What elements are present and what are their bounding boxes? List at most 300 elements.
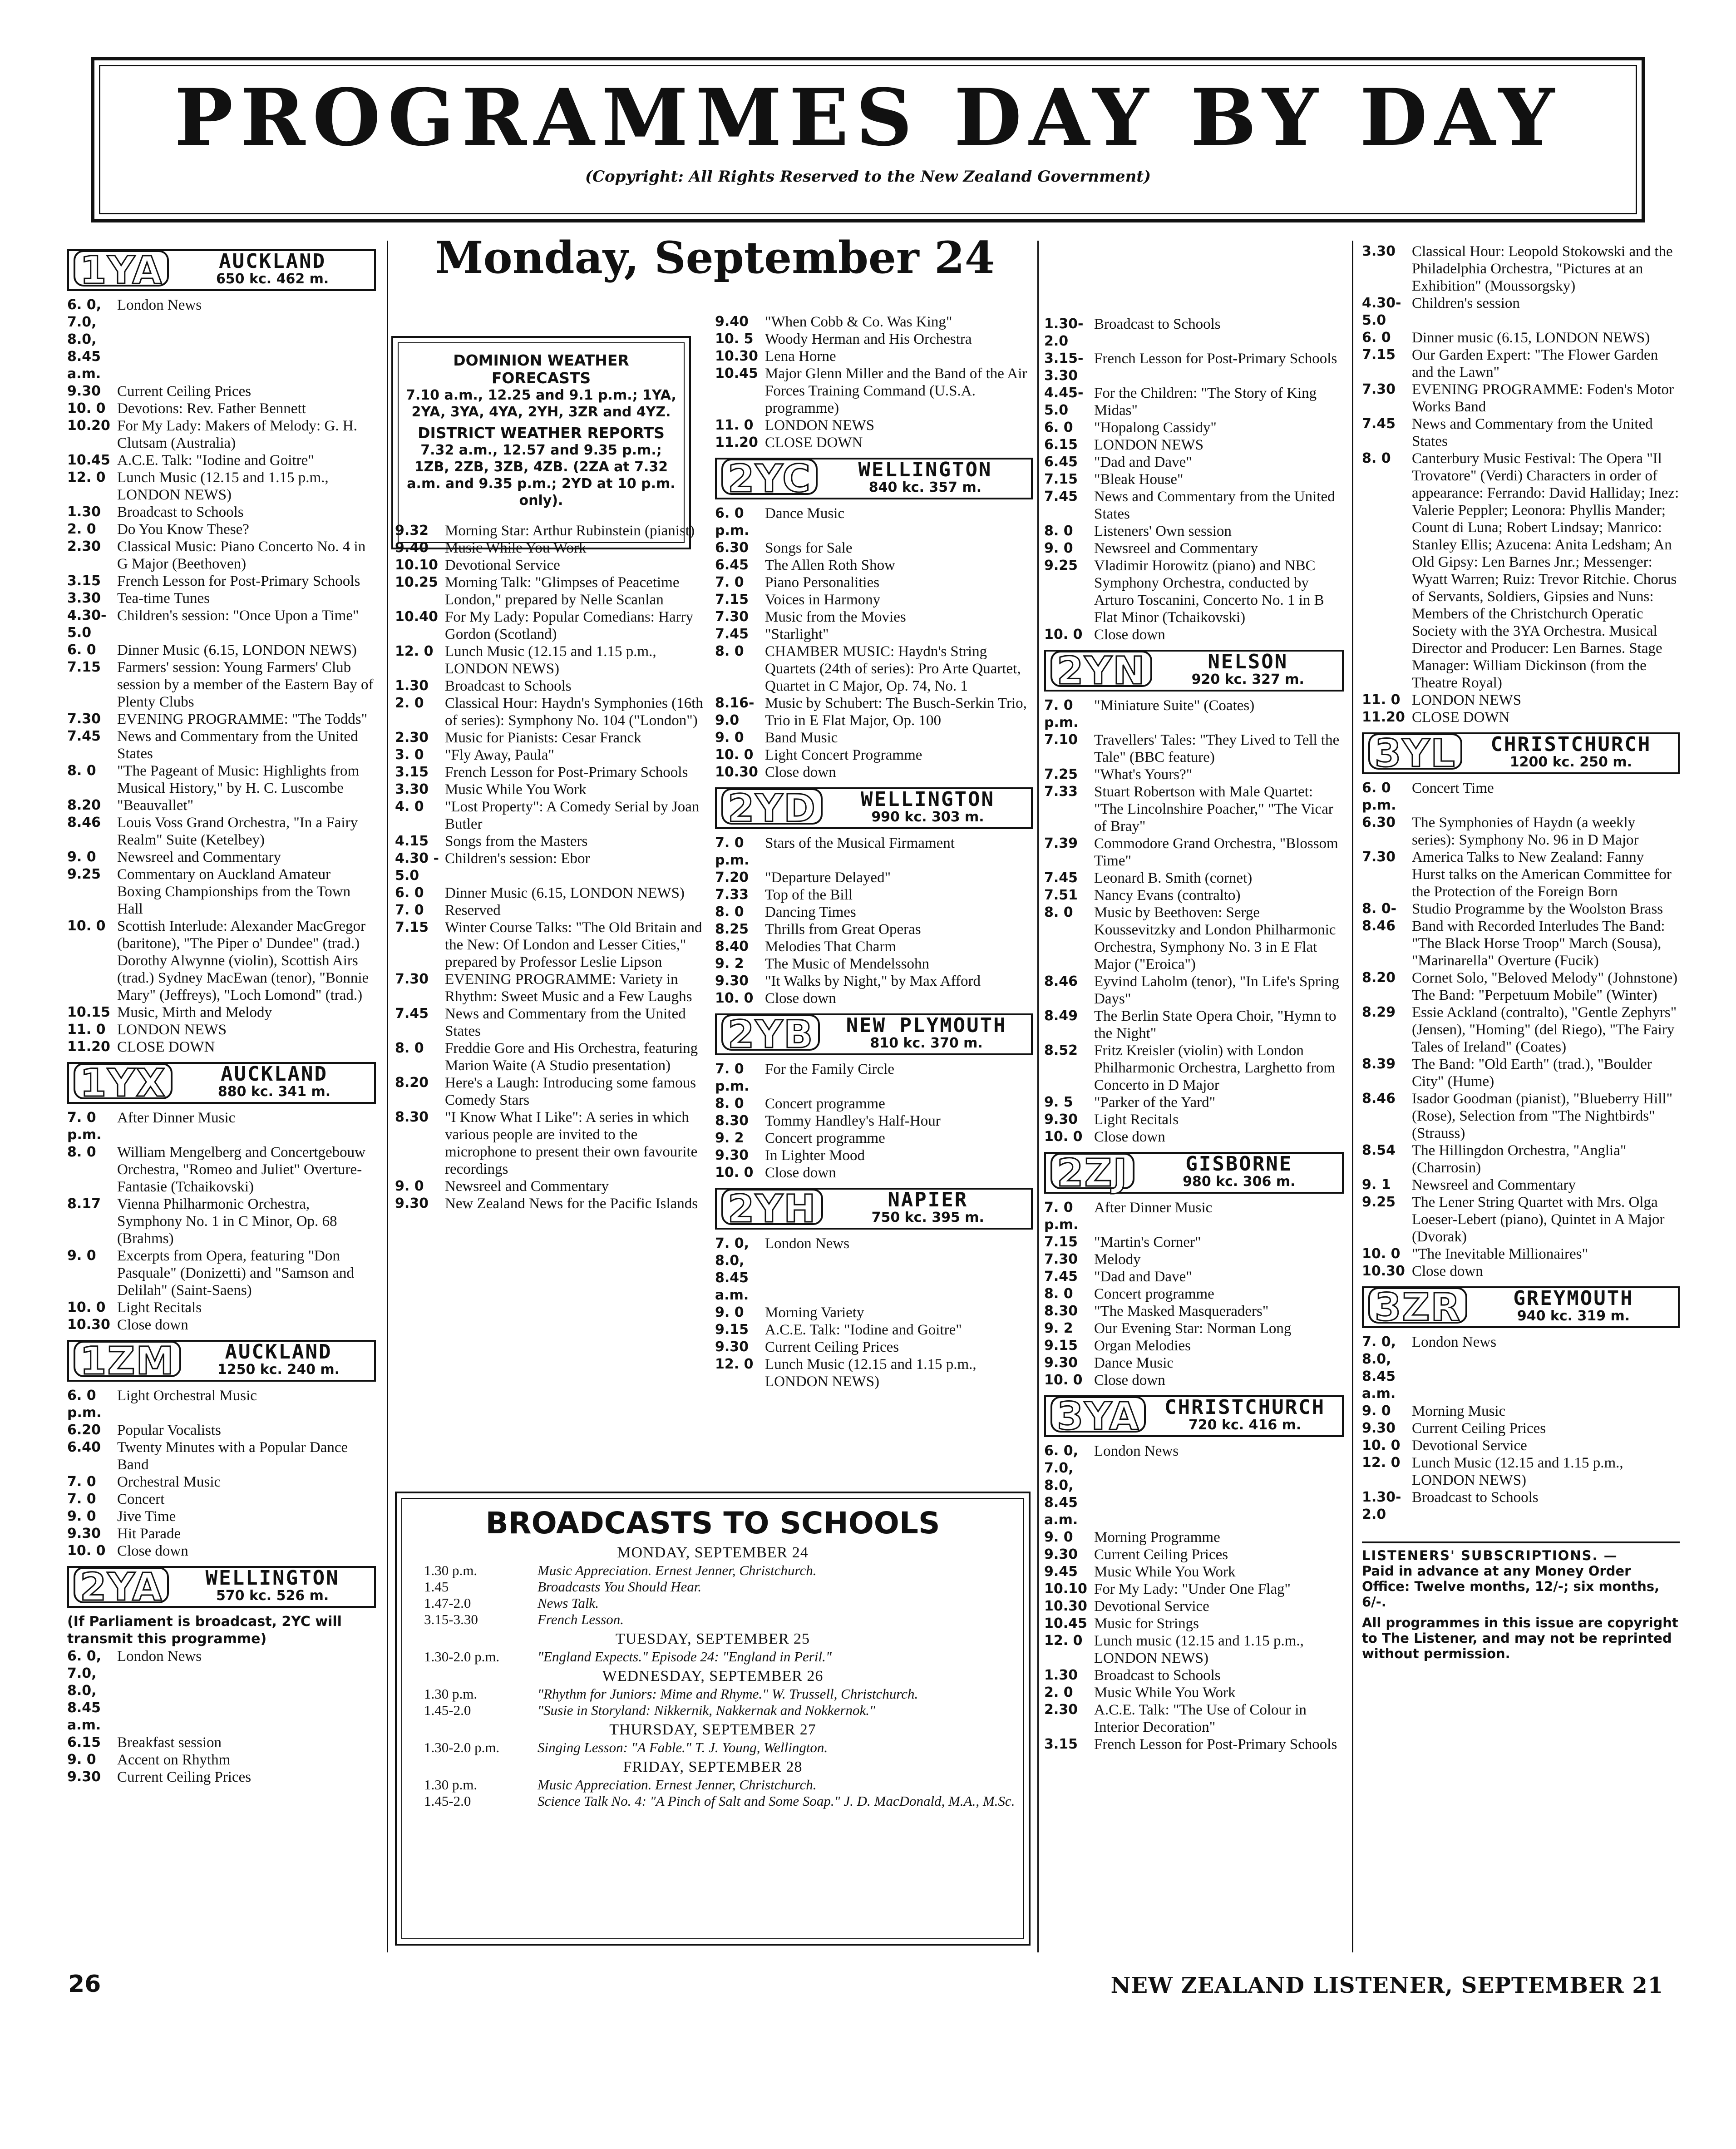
programme-row bbox=[1362, 1420, 1680, 1437]
programme-time: 12. 0 bbox=[395, 643, 434, 659]
programme-time: 7. 0 p.m. bbox=[1044, 1200, 1079, 1233]
programme-time: 10. 0 bbox=[715, 747, 754, 763]
schools-item-title: "England Expects." Episode 24: "England in Peril." bbox=[538, 1649, 832, 1665]
schools-item-title: Singing Lesson: "A Fable." T. J. Young, Wellington. bbox=[538, 1739, 828, 1755]
schools-item-time: 1.30-2.0 p.m. bbox=[424, 1739, 500, 1755]
programme-title: New Zealand News for the Pacific Islands bbox=[445, 1196, 698, 1212]
station-header bbox=[1044, 1395, 1344, 1437]
schools-list bbox=[410, 1544, 1015, 1809]
programme-row bbox=[715, 695, 1033, 729]
programme-title: Band Music bbox=[765, 730, 838, 746]
programme-title: Lunch Music (12.15 and 1.15 p.m., LONDON NEWS) bbox=[1412, 1455, 1623, 1488]
programme-title: Lunch music (12.15 and 1.15 p.m., LONDON NEWS) bbox=[1094, 1633, 1304, 1666]
programme-row bbox=[715, 313, 1033, 331]
station-2YN bbox=[1044, 650, 1344, 1146]
programme-row bbox=[715, 626, 1033, 643]
programme-time: 3.15 bbox=[395, 764, 429, 780]
programme-row bbox=[1044, 1581, 1344, 1598]
programme-title: Close down bbox=[1094, 1129, 1165, 1145]
programme-title: The Band: "Old Earth" (trad.), "Boulder City" (Hume) bbox=[1412, 1056, 1652, 1090]
station-call-sign: 3YL bbox=[1368, 733, 1462, 770]
programme-time: 10.20 bbox=[67, 418, 110, 434]
programme-time: 8.29 bbox=[1362, 1004, 1396, 1020]
programme-time: 6.15 bbox=[1044, 437, 1078, 453]
programme-title: A.C.E. Talk: "Iodine and Goitre" bbox=[117, 452, 314, 469]
programme-row bbox=[67, 1769, 376, 1786]
programme-title: Music While You Work bbox=[1094, 1564, 1236, 1580]
programme-row bbox=[1362, 849, 1680, 900]
programme-row bbox=[715, 729, 1033, 746]
programme-time: 10.10 bbox=[1044, 1581, 1087, 1597]
schools-item bbox=[410, 1739, 1015, 1756]
station-frequency: 880 kc. 341 m. bbox=[217, 1084, 331, 1100]
programme-row bbox=[67, 1525, 376, 1542]
programme-time: 9.30 bbox=[1044, 1355, 1078, 1371]
programme-row bbox=[67, 1109, 376, 1144]
station-header bbox=[1044, 650, 1344, 692]
programme-row bbox=[1362, 1334, 1680, 1403]
programme-title: Current Ceiling Prices bbox=[1412, 1420, 1546, 1437]
programme-time: 8.30 bbox=[715, 1113, 749, 1129]
masthead-copyright: (Copyright: All Rights Reserved to the New Zealand Government) bbox=[585, 168, 1151, 186]
programme-time: 10.30 bbox=[67, 1317, 110, 1333]
station-header bbox=[67, 1062, 376, 1104]
programme-title: French Lesson for Post-Primary Schools bbox=[1094, 351, 1337, 367]
programme-time: 10. 0 bbox=[1044, 1372, 1083, 1388]
programme-row bbox=[1362, 1142, 1680, 1176]
schools-item-time: 1.47-2.0 bbox=[424, 1595, 471, 1611]
programme-row bbox=[395, 522, 704, 539]
schools-item-time: 1.30 p.m. bbox=[424, 1777, 478, 1793]
programme-title: News and Commentary from the United States bbox=[1094, 489, 1335, 522]
schools-item bbox=[410, 1793, 1015, 1809]
programme-time: 9.45 bbox=[1044, 1564, 1078, 1580]
programme-row bbox=[715, 591, 1033, 608]
programme-row bbox=[67, 607, 376, 642]
subscriptions-heading: LISTENERS' SUBSCRIPTIONS. — bbox=[1362, 1548, 1618, 1563]
station-info bbox=[826, 1015, 1026, 1051]
station-header bbox=[715, 1013, 1033, 1055]
schools-item-title: "Rhythm for Juniors: Mime and Rhyme." W. Trussell, Christchurch. bbox=[538, 1686, 918, 1702]
programme-title: For My Lady: "Under One Flag" bbox=[1094, 1581, 1291, 1597]
programme-title: Music by Schubert: The Busch-Serkin Trio, Trio in E Flat Major, Op. 100 bbox=[765, 695, 1027, 729]
programme-row bbox=[1044, 1042, 1344, 1094]
programme-time: 6. 0, 7.0, 8.0, 8.45 a.m. bbox=[67, 297, 101, 382]
programme-time: 8.17 bbox=[67, 1196, 101, 1212]
programme-title: Isador Goodman (pianist), "Blueberry Hill" (Rose), Selection from "The Nightbirds" (Strauss) bbox=[1412, 1091, 1673, 1141]
programme-time: 9.30 bbox=[1044, 1112, 1078, 1127]
programme-time: 9.25 bbox=[67, 866, 101, 882]
programme-title: News and Commentary from the United States bbox=[445, 1006, 686, 1039]
programme-time: 7.15 bbox=[1044, 471, 1078, 487]
station-info bbox=[175, 1568, 370, 1603]
publication-line: NEW ZEALAND LISTENER, SEPTEMBER 21 bbox=[1110, 1973, 1663, 1998]
programme-title: Stars of the Musical Firmament bbox=[765, 835, 955, 851]
programme-title: Dance Music bbox=[1094, 1355, 1174, 1371]
station-frequency: 980 kc. 306 m. bbox=[1183, 1174, 1296, 1190]
programme-time: 7. 0, 8.0, 8.45 a.m. bbox=[1362, 1334, 1396, 1402]
programme-title: Freddie Gore and His Orchestra, featuring Marion Waite (A Studio presentation) bbox=[445, 1040, 698, 1074]
programme-title: Excerpts from Opera, featuring "Don Pasquale" (Donizetti) and "Samson and Delilah" (Saint-Saens) bbox=[117, 1248, 354, 1299]
programme-time: 7.25 bbox=[1044, 766, 1078, 782]
programme-row bbox=[395, 608, 704, 643]
programme-row bbox=[67, 469, 376, 504]
programme-title: "Departure Delayed" bbox=[765, 869, 891, 886]
programme-time: 10. 0 bbox=[1044, 627, 1083, 642]
programme-row bbox=[1362, 243, 1680, 295]
station-2YH bbox=[715, 1188, 1033, 1390]
station-info bbox=[1159, 652, 1337, 687]
programme-row bbox=[715, 990, 1033, 1007]
programme-row bbox=[67, 866, 376, 918]
day-title: Monday, September 24 bbox=[435, 232, 995, 283]
programme-title: Hit Parade bbox=[117, 1526, 181, 1542]
programme-time: 4. 0 bbox=[395, 799, 424, 815]
programme-time: 7.15 bbox=[1362, 347, 1396, 363]
programme-row bbox=[1362, 1176, 1680, 1194]
programme-title: Lunch Music (12.15 and 1.15 p.m., LONDON NEWS) bbox=[765, 1356, 976, 1390]
programme-row bbox=[715, 921, 1033, 938]
station-info bbox=[179, 1064, 370, 1099]
programme-row bbox=[1044, 1268, 1344, 1285]
programme-row bbox=[67, 1439, 376, 1473]
programme-row bbox=[395, 833, 704, 850]
programme-row bbox=[395, 1109, 704, 1178]
programme-row bbox=[1044, 1372, 1344, 1389]
programme-row bbox=[67, 728, 376, 762]
programme-title: The Berlin State Opera Choir, "Hymn to the Night" bbox=[1094, 1008, 1337, 1042]
programme-title: Our Garden Expert: "The Flower Garden and the Lawn" bbox=[1412, 347, 1658, 380]
programme-time: 9.32 bbox=[395, 523, 429, 538]
schools-item-time: 1.45-2.0 bbox=[424, 1702, 471, 1718]
station-city: NELSON bbox=[1208, 650, 1288, 673]
programme-row bbox=[395, 919, 704, 971]
programme-time: 10.10 bbox=[395, 557, 438, 573]
programme-row bbox=[67, 711, 376, 728]
programme-time: 9. 2 bbox=[715, 1130, 744, 1146]
programme-time: 9.30 bbox=[67, 1769, 101, 1785]
station-city: WELLINGTON bbox=[861, 788, 995, 811]
programme-row bbox=[715, 574, 1033, 591]
station-3ZR bbox=[1362, 1286, 1680, 1523]
programme-time: 7.45 bbox=[1044, 489, 1078, 504]
programme-time: 2. 0 bbox=[67, 521, 96, 537]
programme-row bbox=[715, 835, 1033, 869]
programme-title: EVENING PROGRAMME: Foden's Motor Works Band bbox=[1412, 381, 1674, 415]
programme-title: "The Inevitable Millionaires" bbox=[1412, 1246, 1588, 1262]
programme-title: "I Know What I Like": A series in which various people are invited to the microphone to present their own favourite recordings bbox=[445, 1109, 698, 1177]
schools-item bbox=[410, 1579, 1015, 1595]
programme-row bbox=[1044, 1008, 1344, 1042]
programme-time: 6. 0 p.m. bbox=[715, 505, 750, 538]
programme-row bbox=[1362, 295, 1680, 329]
programme-time: 7. 0 p.m. bbox=[1044, 697, 1079, 731]
programme-time: 7.30 bbox=[715, 609, 749, 625]
programme-title: London News bbox=[1412, 1334, 1497, 1350]
schools-item-time: 3.15-3.30 bbox=[424, 1611, 478, 1627]
programme-title: Studio Programme by the Woolston Brass Band with Recorded Interludes The Band: "The Black Horse Troop" March (Sousa), "Marinarella" Overture (Fucik) bbox=[1412, 901, 1665, 969]
programme-title: Listeners' Own session bbox=[1094, 523, 1232, 539]
programme-title: Light Recitals bbox=[1094, 1112, 1179, 1128]
station-note: (If Parliament is broadcast, 2YC will transmit this programme) bbox=[67, 1614, 342, 1647]
programme-title: Children's session bbox=[1412, 295, 1520, 311]
programme-title: Light Orchestral Music bbox=[117, 1388, 257, 1404]
weather-text-2: 7.32 a.m., 12.57 and 9.35 p.m.; 1ZB, 2ZB, 3ZB, 4ZB. (2ZA at 7.32 a.m. and 9.35 p.m.; 2YD at 10 p.m. only). bbox=[407, 442, 676, 509]
programme-time: 7.45 bbox=[1362, 416, 1396, 432]
station-frequency: 1250 kc. 240 m. bbox=[217, 1362, 340, 1378]
programme-time: 7. 0 p.m. bbox=[715, 1061, 750, 1094]
programme-row bbox=[395, 798, 704, 833]
station-info bbox=[1469, 734, 1673, 770]
programme-title: CLOSE DOWN bbox=[117, 1039, 215, 1055]
programme-title: Melody bbox=[1094, 1251, 1141, 1268]
programme-title: LONDON NEWS bbox=[117, 1022, 227, 1038]
programme-time: 9.30 bbox=[67, 383, 101, 399]
programme-time: 10.15 bbox=[67, 1004, 110, 1020]
programme-title: Music from the Movies bbox=[765, 609, 906, 625]
schools-item bbox=[410, 1777, 1015, 1793]
programme-row bbox=[715, 643, 1033, 695]
station-3YA bbox=[1044, 1395, 1344, 1753]
programme-title: Newsreel and Commentary bbox=[1094, 540, 1258, 557]
programme-row bbox=[715, 1147, 1033, 1164]
programme-title: Tommy Handley's Half-Hour bbox=[765, 1113, 941, 1129]
station-city: WELLINGTON bbox=[858, 458, 992, 481]
programme-time: 7.45 bbox=[715, 626, 749, 642]
programme-title: After Dinner Music bbox=[1094, 1200, 1213, 1216]
programme-row bbox=[715, 1304, 1033, 1321]
programme-title: CLOSE DOWN bbox=[1412, 709, 1510, 726]
programme-row bbox=[395, 850, 704, 884]
programme-row bbox=[67, 762, 376, 797]
schools-title: BROADCASTS TO SCHOOLS bbox=[485, 1506, 940, 1541]
programme-time: 11.20 bbox=[67, 1039, 110, 1055]
programme-title: Dinner music (6.15, LONDON NEWS) bbox=[1412, 330, 1650, 346]
station-call-sign: 2YC bbox=[721, 459, 818, 495]
programme-time: 10. 0 bbox=[67, 1543, 106, 1559]
programme-row bbox=[1362, 1263, 1680, 1280]
programme-row bbox=[395, 1074, 704, 1109]
programme-title: Twenty Minutes with a Popular Dance Band bbox=[117, 1439, 348, 1473]
programme-title: Devotional Service bbox=[445, 557, 560, 573]
programme-time: 4.30-5.0 bbox=[67, 608, 107, 641]
masthead bbox=[91, 57, 1645, 222]
programme-time: 11.20 bbox=[715, 435, 758, 450]
programme-row bbox=[1044, 887, 1344, 904]
station-1YA bbox=[67, 249, 376, 1056]
programme-time: 8. 0 bbox=[67, 763, 96, 779]
schools-item bbox=[410, 1611, 1015, 1628]
programme-row bbox=[1044, 1529, 1344, 1546]
programme-title: Morning Programme bbox=[1094, 1529, 1220, 1546]
programme-time: 6.30 bbox=[1362, 815, 1396, 830]
programme-time: 7.15 bbox=[715, 592, 749, 608]
programme-time: 7.30 bbox=[395, 971, 429, 987]
programme-title: Tea-time Tunes bbox=[117, 590, 210, 607]
programme-title: Broadcast to Schools bbox=[1094, 1667, 1221, 1684]
schools-box bbox=[395, 1492, 1031, 1946]
station-header bbox=[67, 1340, 376, 1382]
programme-row bbox=[1044, 1234, 1344, 1251]
programme-time: 8.20 bbox=[67, 797, 101, 813]
programme-time: 10. 0 bbox=[1362, 1246, 1401, 1262]
schools-item-time: 1.45 bbox=[424, 1579, 449, 1595]
station-frequency: 750 kc. 395 m. bbox=[871, 1210, 984, 1225]
station-header bbox=[67, 1566, 376, 1608]
station-city: NAPIER bbox=[888, 1188, 968, 1211]
programme-time: 8. 0 bbox=[715, 1096, 744, 1112]
programme-row bbox=[715, 1339, 1033, 1356]
programme-row bbox=[1044, 1701, 1344, 1736]
programme-row bbox=[1362, 1454, 1680, 1489]
programme-row bbox=[715, 1356, 1033, 1390]
programme-time: 7. 0 bbox=[67, 1491, 96, 1507]
programme-time: 10.45 bbox=[1044, 1615, 1087, 1631]
programme-title: "Starlight" bbox=[765, 626, 829, 642]
column-2b bbox=[715, 313, 1033, 1390]
programme-title: For the Family Circle bbox=[765, 1061, 895, 1077]
programme-time: 9.40 bbox=[715, 314, 749, 330]
programme-row bbox=[1044, 1736, 1344, 1753]
schools-item bbox=[410, 1649, 1015, 1665]
programme-row bbox=[1044, 1320, 1344, 1337]
programme-title: Songs for Sale bbox=[765, 540, 853, 556]
station-city: WELLINGTON bbox=[205, 1566, 340, 1590]
programme-row bbox=[67, 400, 376, 417]
programme-title: Music While You Work bbox=[445, 540, 587, 556]
programme-time: 9. 0 bbox=[67, 1752, 96, 1768]
programme-title: Close down bbox=[117, 1543, 188, 1559]
programme-time: 6.40 bbox=[67, 1439, 101, 1455]
programme-time: 8. 0 bbox=[715, 643, 744, 659]
programme-title: Woody Herman and His Orchestra bbox=[765, 331, 972, 347]
programme-title: Classical Music: Piano Concerto No. 4 in G Major (Beethoven) bbox=[117, 538, 366, 572]
station-2ZJ bbox=[1044, 1152, 1344, 1389]
programme-time: 8. 0 bbox=[395, 1040, 424, 1056]
programme-row bbox=[1362, 1004, 1680, 1056]
programme-row bbox=[1044, 1632, 1344, 1667]
programme-row bbox=[67, 814, 376, 849]
station-call-sign: 2YB bbox=[721, 1014, 820, 1051]
programme-title: Reserved bbox=[445, 902, 501, 919]
programme-row bbox=[395, 643, 704, 677]
programme-row bbox=[715, 938, 1033, 955]
programme-time: 10.30 bbox=[715, 348, 758, 364]
programme-row bbox=[715, 365, 1033, 417]
programme-title: Classical Hour: Leopold Stokowski and the Philadelphia Orchestra, "Pictures at an Exhibition" (Moussorgsky) bbox=[1412, 243, 1673, 294]
programme-title: Broadcast to Schools bbox=[1094, 316, 1221, 332]
programme-row bbox=[67, 1648, 376, 1734]
programme-row bbox=[1044, 766, 1344, 783]
programme-time: 7.30 bbox=[1044, 1251, 1078, 1267]
programme-title: Light Concert Programme bbox=[765, 747, 922, 763]
weather-heading-1: DOMINION WEATHER FORECASTS bbox=[453, 351, 629, 387]
programme-time: 4.30 - 5.0 bbox=[395, 850, 439, 884]
programme-row bbox=[67, 1422, 376, 1439]
schools-item-time: 1.45-2.0 bbox=[424, 1793, 471, 1809]
station-call-sign: 2ZJ bbox=[1050, 1153, 1134, 1189]
programme-row bbox=[67, 1038, 376, 1056]
programme-title: Organ Melodies bbox=[1094, 1338, 1191, 1354]
programme-row bbox=[1044, 1199, 1344, 1234]
programme-time: 9.30 bbox=[1044, 1546, 1078, 1562]
programme-time: 8.54 bbox=[1362, 1142, 1396, 1158]
programme-row bbox=[395, 884, 704, 902]
programme-title: Close down bbox=[765, 990, 836, 1007]
programme-title: Popular Vocalists bbox=[117, 1422, 221, 1438]
station-info bbox=[175, 251, 370, 287]
programme-time: 9.30 bbox=[715, 1147, 749, 1163]
station-city: CHRISTCHURCH bbox=[1490, 733, 1652, 756]
programme-time: 7.30 bbox=[67, 711, 101, 727]
programme-title: A.C.E. Talk: "Iodine and Goitre" bbox=[765, 1322, 962, 1338]
programme-row bbox=[67, 918, 376, 1004]
programme-time: 6. 0 bbox=[67, 642, 96, 658]
programme-row bbox=[67, 590, 376, 607]
programme-title: Jive Time bbox=[117, 1508, 176, 1525]
programme-time: 9. 2 bbox=[1044, 1320, 1073, 1336]
programme-time: 10. 0 bbox=[67, 1299, 106, 1315]
programme-row bbox=[1044, 626, 1344, 643]
programme-time: 9. 0 bbox=[1044, 1529, 1073, 1545]
programme-time: 9. 2 bbox=[715, 956, 744, 972]
programme-time: 8.46 bbox=[1362, 1091, 1396, 1107]
programme-row bbox=[1044, 454, 1344, 471]
programme-time: 9. 0 bbox=[395, 1178, 424, 1194]
programme-row bbox=[715, 1235, 1033, 1304]
station-info bbox=[829, 1190, 1026, 1225]
programme-title: Broadcast to Schools bbox=[117, 504, 244, 520]
programme-row bbox=[715, 904, 1033, 921]
programme-row bbox=[1362, 415, 1680, 450]
programme-title: Current Ceiling Prices bbox=[117, 383, 252, 400]
station-frequency: 940 kc. 319 m. bbox=[1517, 1308, 1630, 1324]
programme-time: 10.45 bbox=[67, 452, 110, 468]
subscriptions-copyright: All programmes in this issue are copyright to The Listener, and may not be reprinted without permission. bbox=[1362, 1615, 1678, 1661]
schools-item-title: "Susie in Storyland: Nikkernik, Nakkernak and Nokkernok." bbox=[538, 1702, 876, 1718]
programme-time: 10.40 bbox=[395, 609, 438, 625]
station-header bbox=[1362, 732, 1680, 774]
programme-time: 10.30 bbox=[715, 764, 758, 780]
programme-time: 2. 0 bbox=[1044, 1685, 1073, 1700]
programme-title: Children's session: "Once Upon a Time" bbox=[117, 608, 359, 624]
programme-row bbox=[715, 348, 1033, 365]
programme-time: 8.46 bbox=[1044, 973, 1078, 989]
programme-time: 6. 0 p.m. bbox=[1362, 780, 1396, 813]
station-header bbox=[715, 458, 1033, 499]
programme-time: 7.45 bbox=[395, 1006, 429, 1022]
programme-title: William Mengelberg and Concertgebouw Orchestra, "Romeo and Juliet" Overture-Fantasie (Tchaikovski) bbox=[117, 1144, 365, 1195]
programme-row bbox=[1044, 316, 1344, 350]
schools-day-heading: MONDAY, SEPTEMBER 24 bbox=[617, 1544, 809, 1561]
programme-time: 12. 0 bbox=[1362, 1455, 1401, 1471]
programme-row bbox=[67, 1387, 376, 1422]
programme-title: Children's session: Ebor bbox=[445, 850, 590, 867]
programme-row bbox=[1362, 1245, 1680, 1263]
programme-title: Current Ceiling Prices bbox=[117, 1769, 252, 1785]
programme-time: 4.45-5.0 bbox=[1044, 385, 1084, 418]
programme-row bbox=[1044, 1285, 1344, 1303]
station-info bbox=[824, 459, 1026, 495]
programme-time: 1.30 bbox=[1044, 1667, 1078, 1683]
programme-row bbox=[715, 1095, 1033, 1112]
programme-time: 3.30 bbox=[395, 781, 429, 797]
programme-row bbox=[67, 797, 376, 814]
weather-heading-2: DISTRICT WEATHER REPORTS bbox=[418, 424, 665, 442]
programme-row bbox=[715, 869, 1033, 886]
station-frequency: 810 kc. 370 m. bbox=[870, 1035, 983, 1051]
programme-time: 10. 0 bbox=[715, 1165, 754, 1181]
